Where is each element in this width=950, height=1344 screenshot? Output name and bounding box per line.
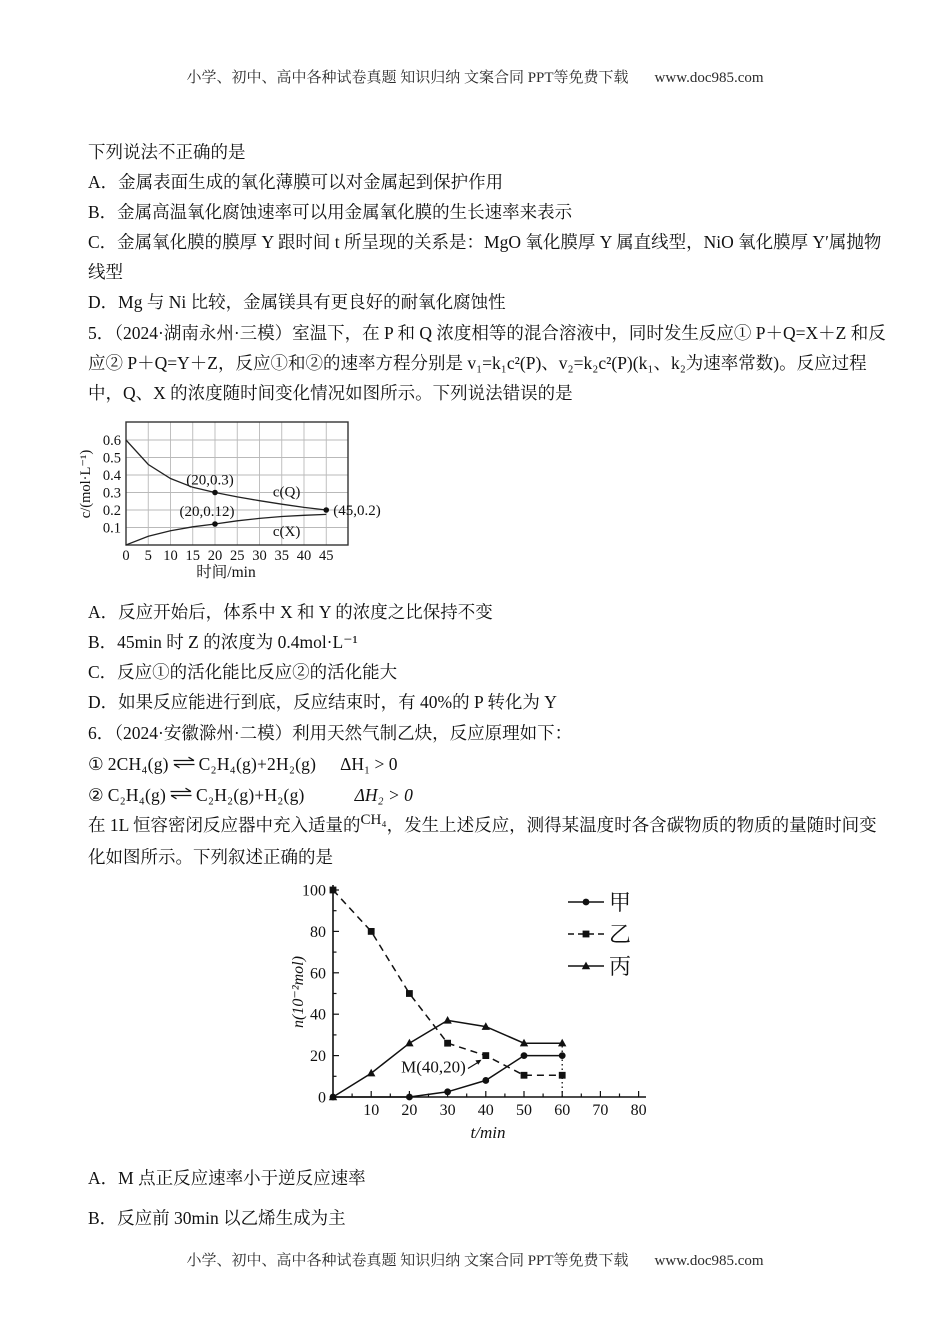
svg-text:(20,0.3): (20,0.3) bbox=[186, 472, 234, 489]
q6-source: （2024·安徽滁州·二模） bbox=[114, 723, 293, 743]
q6-option-b: B．反应前 30min 以乙烯生成为主 bbox=[88, 1208, 346, 1228]
q6-stem bbox=[88, 718, 890, 748]
svg-text:20: 20 bbox=[310, 1048, 326, 1066]
header-url-link[interactable]: www.doc985.com bbox=[654, 70, 764, 86]
equation-2-delta-h: ΔH₂ > 0 bbox=[354, 785, 413, 805]
q5-stem-text: 室温下，在 P 和 Q 浓度相等的混合溶液中，同时发生反应① P＋Q=X＋Z 和反应② P＋Q=Y＋Z，反应①和②的速率方程分别是 v₁=k₁c²(P)、v₂=k₂c²(P)(k₁、k₂为速率常数)。反应过程中，Q、X 的浓度随时间变化情况如图所示。下列说法错误的是 bbox=[88, 323, 886, 403]
q4-stem: 下列说法不正确的是 bbox=[88, 142, 246, 162]
q5-number: 5． bbox=[88, 323, 115, 343]
equation-1-number: ① bbox=[88, 754, 104, 774]
equilibrium-arrow-icon bbox=[172, 748, 196, 778]
svg-text:80: 80 bbox=[310, 923, 326, 941]
q6-stem-text: 利用天然气制乙炔，反应原理如下： bbox=[292, 723, 573, 743]
svg-text:n(10⁻²mol): n(10⁻²mol) bbox=[290, 956, 307, 1028]
moles-time-chart bbox=[288, 882, 890, 1153]
svg-text:c/(mol·L⁻¹): c/(mol·L⁻¹) bbox=[78, 449, 94, 519]
q5-source: （2024·湖南永州·三模） bbox=[114, 323, 293, 343]
header-text: 小学、初中、高中各种试卷真题 知识归纳 文案合同 PPT等免费下载 bbox=[186, 70, 629, 86]
svg-text:t/min: t/min bbox=[470, 1123, 506, 1142]
svg-text:40: 40 bbox=[296, 548, 312, 564]
svg-text:60: 60 bbox=[310, 965, 326, 983]
equation-2-number: ② bbox=[88, 785, 104, 805]
svg-text:30: 30 bbox=[439, 1102, 456, 1119]
svg-text:10: 10 bbox=[163, 548, 178, 564]
page-header bbox=[0, 66, 950, 87]
svg-text:甲: 甲 bbox=[609, 890, 632, 915]
svg-text:100: 100 bbox=[302, 882, 326, 900]
q6-body-after: ，发生上述反应，测得某温度时各含碳物质的物质的量随时间变化如图所示。下列叙述正确的是 bbox=[88, 815, 877, 867]
svg-text:80: 80 bbox=[630, 1102, 647, 1119]
equation-2-rhs: C₂H₂(g)+H₂(g) bbox=[196, 785, 305, 805]
q4-option-b: B．金属高温氧化腐蚀速率可以用金属氧化膜的生长速率来表示 bbox=[88, 202, 573, 222]
svg-text:70: 70 bbox=[592, 1102, 609, 1119]
svg-text:0: 0 bbox=[122, 548, 130, 564]
svg-text:45: 45 bbox=[319, 548, 334, 564]
svg-text:5: 5 bbox=[144, 548, 152, 564]
q5-option-c: C．反应①的活化能比反应②的活化能大 bbox=[88, 662, 398, 682]
equation-1-delta-h: ΔH₁ > 0 bbox=[340, 754, 398, 774]
svg-text:40: 40 bbox=[477, 1102, 494, 1119]
page-footer bbox=[0, 1249, 950, 1270]
q5-stem bbox=[88, 318, 890, 408]
equation-1-rhs: C₂H₄(g)+2H₂(g) bbox=[198, 754, 317, 774]
equation-2-lhs: C₂H₄(g) bbox=[107, 785, 167, 805]
svg-text:c(Q): c(Q) bbox=[272, 484, 301, 501]
svg-text:c(X): c(X) bbox=[272, 523, 301, 540]
svg-text:(20,0.12): (20,0.12) bbox=[179, 504, 235, 520]
svg-text:40: 40 bbox=[310, 1006, 326, 1024]
q6-body-formula: CH₄ bbox=[360, 812, 387, 828]
concentration-time-chart-svg bbox=[74, 412, 419, 584]
svg-text:10: 10 bbox=[363, 1102, 380, 1119]
svg-text:(45,0.2): (45,0.2) bbox=[333, 503, 381, 519]
q5-option-d: D．如果反应能进行到底，反应结束时，有 40%的 P 转化为 Y bbox=[88, 692, 557, 712]
svg-text:60: 60 bbox=[554, 1102, 571, 1119]
q4-option-d: D．Mg 与 Ni 比较，金属镁具有更良好的耐氧化腐蚀性 bbox=[88, 292, 506, 312]
equation-1-lhs: 2CH₄(g) bbox=[107, 754, 169, 774]
svg-text:50: 50 bbox=[516, 1102, 532, 1119]
moles-time-chart-svg bbox=[288, 882, 718, 1144]
svg-text:0: 0 bbox=[318, 1089, 326, 1107]
svg-text:15: 15 bbox=[185, 548, 200, 564]
svg-text:0.6: 0.6 bbox=[102, 433, 121, 449]
equation-2 bbox=[88, 779, 890, 810]
q6-body-before: 在 1L 恒容密闭反应器中充入适量的 bbox=[88, 815, 361, 835]
svg-text:0.1: 0.1 bbox=[102, 520, 121, 537]
svg-text:20: 20 bbox=[401, 1102, 418, 1119]
equilibrium-arrow-icon bbox=[169, 779, 193, 809]
svg-text:25: 25 bbox=[230, 548, 245, 564]
footer-url-link[interactable]: www.doc985.com bbox=[654, 1253, 764, 1269]
q4-option-c: C．金属氧化膜的膜厚 Y 跟时间 t 所呈现的关系是：MgO 氧化膜厚 Y 属直线型，NiO 氧化膜厚 Y′属抛物线型 bbox=[88, 232, 882, 282]
q4-option-a: A．金属表面生成的氧化薄膜可以对金属起到保护作用 bbox=[88, 172, 504, 192]
svg-text:20: 20 bbox=[207, 548, 223, 564]
svg-text:0.4: 0.4 bbox=[102, 468, 121, 484]
svg-text:30: 30 bbox=[252, 548, 267, 564]
q5-option-b: B．45min 时 Z 的浓度为 0.4mol·L⁻¹ bbox=[88, 632, 358, 652]
svg-text:乙: 乙 bbox=[609, 922, 632, 947]
svg-text:0.5: 0.5 bbox=[102, 450, 121, 467]
concentration-time-chart bbox=[74, 412, 890, 593]
svg-text:时间/min: 时间/min bbox=[196, 564, 256, 581]
q5-option-a: A．反应开始后，体系中 X 和 Y 的浓度之比保持不变 bbox=[88, 602, 493, 622]
svg-text:丙: 丙 bbox=[609, 954, 632, 979]
svg-text:0.2: 0.2 bbox=[102, 503, 121, 519]
footer-text: 小学、初中、高中各种试卷真题 知识归纳 文案合同 PPT等免费下载 bbox=[186, 1253, 629, 1269]
q6-body bbox=[88, 810, 890, 872]
svg-text:35: 35 bbox=[274, 548, 289, 564]
q6-option-a: A．M 点正反应速率小于逆反应速率 bbox=[88, 1168, 366, 1188]
svg-text:M(40,20): M(40,20) bbox=[401, 1057, 466, 1077]
page-content bbox=[0, 137, 950, 1233]
q6-number: 6． bbox=[88, 723, 115, 743]
equation-1 bbox=[88, 748, 890, 779]
svg-text:0.3: 0.3 bbox=[102, 485, 121, 502]
